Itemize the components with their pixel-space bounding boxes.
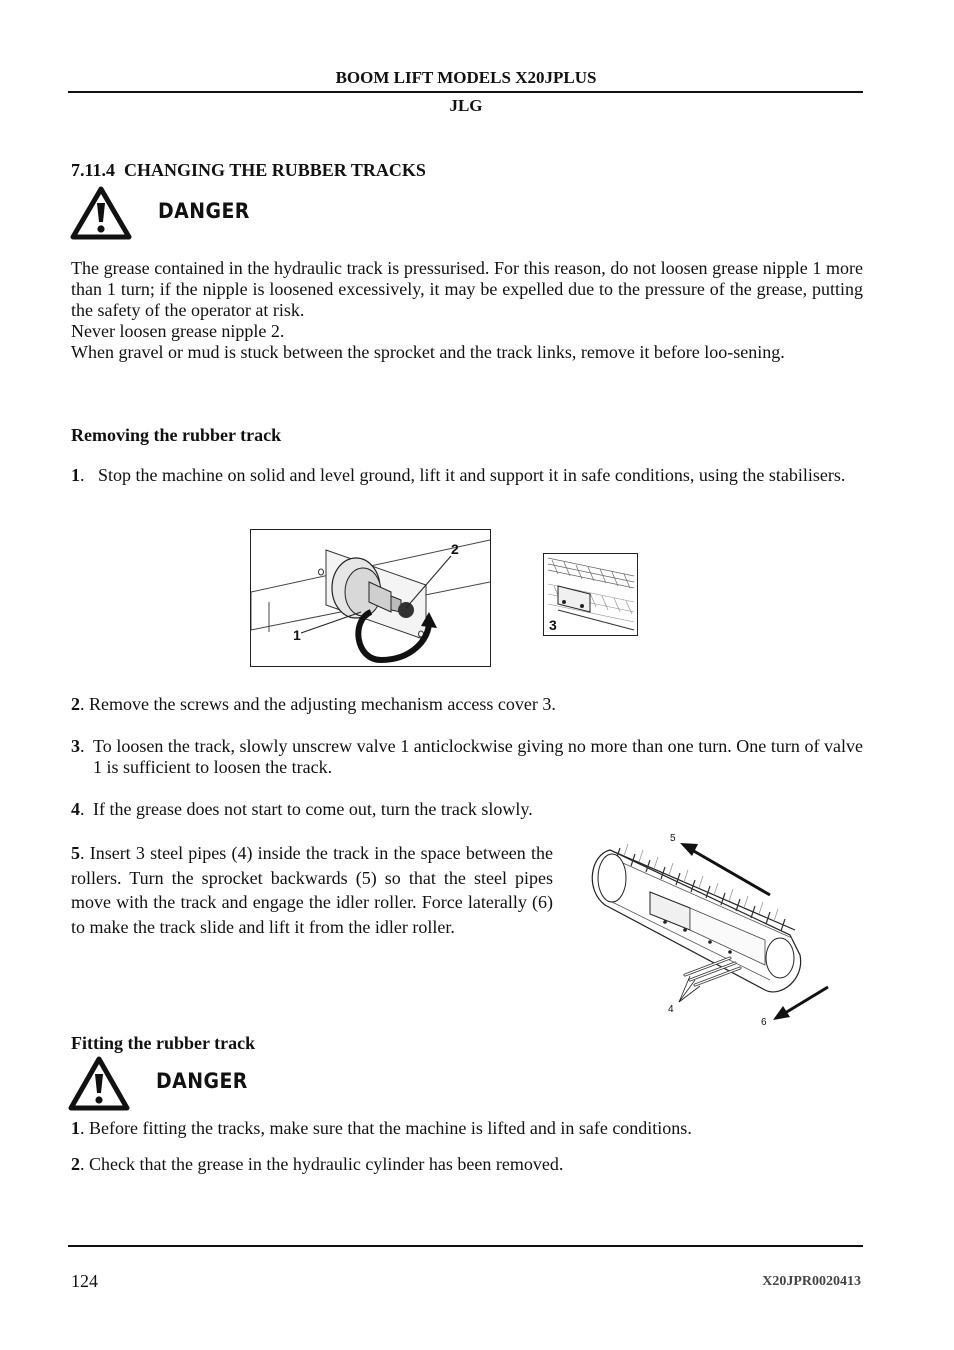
fitting-step-1 [71, 1118, 863, 1139]
step-text: To loosen the track, slowly unscrew valve 1 anticlockwise giving no more than one turn. One turn of valve 1 is sufficient to loosen the track. [93, 736, 863, 777]
step-5 [71, 841, 553, 939]
danger-paragraph: The grease contained in the hydraulic track is pressurised. For this reason, do not loosen grease nipple 1 more than 1 turn; if the nipple is loosened excessively, it may be expelled due to the pressure of the grease, putting the safety of the operator at risk. [71, 258, 863, 320]
step-number: 3. [71, 736, 85, 756]
warning-triangle-icon [68, 1056, 130, 1112]
step-2 [71, 694, 863, 715]
callout-label-1: 1 [293, 627, 301, 643]
subsection-heading: Removing the rubber track [71, 425, 282, 445]
step-text: . Remove the screws and the adjusting mechanism access cover 3. [80, 694, 556, 714]
document-title: BOOM LIFT MODELS X20JPLUS [335, 68, 597, 87]
document-code: X20JPR0020413 [762, 1274, 861, 1289]
step-text: Stop the machine on solid and level ground, lift it and support it in safe conditions, using the stabilisers. [98, 465, 846, 485]
grease-nipple-figure [250, 529, 491, 667]
callout-label-5: 5 [670, 833, 676, 844]
subsection-heading: Fitting the rubber track [71, 1033, 256, 1053]
step-number: 1 [71, 1118, 80, 1138]
track-removal-illustration [580, 830, 840, 1030]
step-text: . Before fitting the tracks, make sure that the machine is lifted and in safe conditions. [80, 1118, 692, 1138]
section-heading [71, 160, 426, 181]
danger-label: DANGER [158, 199, 250, 223]
step-number: 4. [71, 799, 85, 819]
step-number: 2 [71, 1154, 80, 1174]
danger-paragraph: When gravel or mud is stuck between the sprocket and the track links, remove it before loo-sening. [71, 342, 785, 362]
danger-label: DANGER [156, 1069, 248, 1093]
track-removal-figure [580, 830, 840, 1030]
step-number: 5 [71, 843, 80, 863]
footer-rule [68, 1245, 863, 1247]
page-number: 124 [71, 1271, 98, 1291]
fitting-step-2 [71, 1154, 863, 1175]
section-number: 7.11.4 [71, 160, 116, 180]
access-cover-figure [543, 553, 638, 636]
danger-paragraph: Never loosen grease nipple 2. [71, 321, 285, 341]
callout-label-6: 6 [761, 1017, 767, 1028]
callout-label-4: 4 [668, 1004, 674, 1015]
callout-label-2: 2 [451, 541, 459, 557]
section-title: CHANGING THE RUBBER TRACKS [124, 160, 426, 180]
step-number: 1. [71, 465, 85, 485]
header-rule [68, 91, 863, 93]
brand-name: JLG [449, 96, 483, 115]
warning-triangle-icon [70, 186, 132, 240]
step-text: . Insert 3 steel pipes (4) inside the track in the space between the rollers. Turn the sprocket backwards (5) so that the steel pipes move with the track and engage the idler roller. Force laterally (6) to make the track slide and lift it from the idler roller. [71, 843, 553, 937]
step-number: 2 [71, 694, 80, 714]
step-text: If the grease does not start to come out, turn the track slowly. [93, 799, 533, 819]
step-text: . Check that the grease in the hydraulic cylinder has been removed. [80, 1154, 564, 1174]
access-cover-illustration [544, 554, 637, 635]
callout-label-3: 3 [549, 617, 557, 633]
